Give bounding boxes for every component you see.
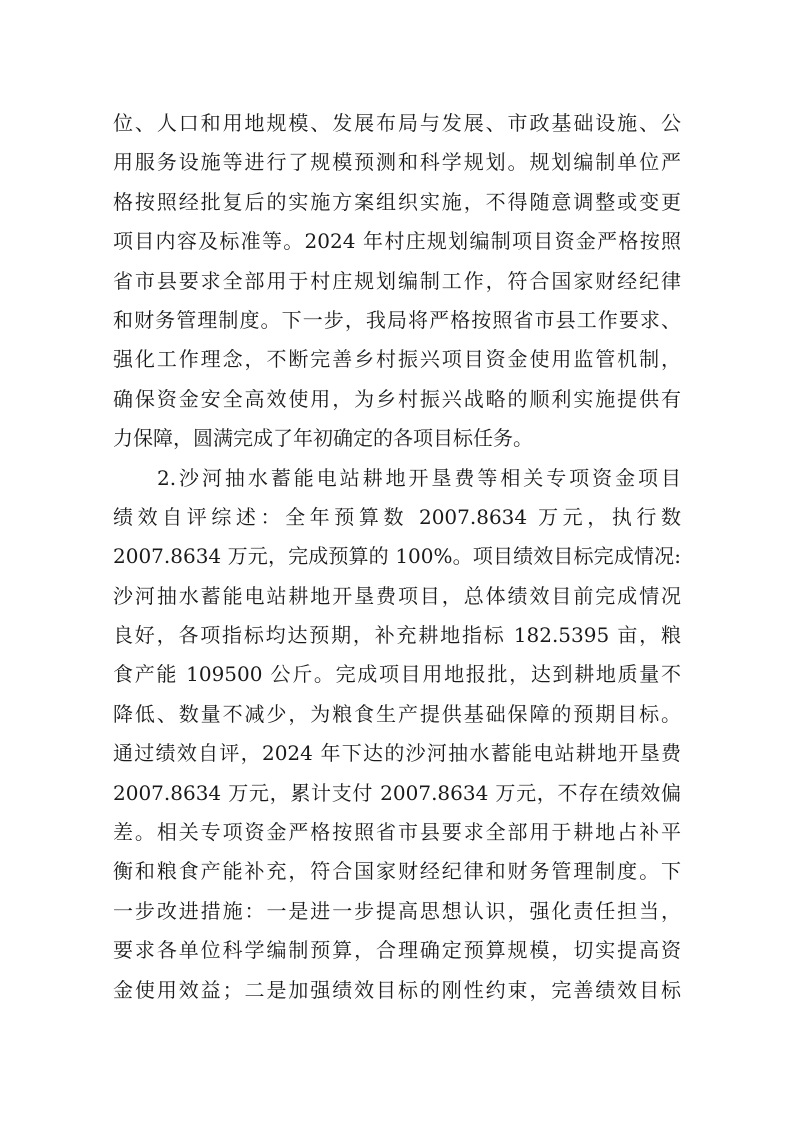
text-line: 绩效自评综述：全年预算数 2007.8634 万元，执行数 (113, 504, 681, 529)
text-line: 通过绩效自评，2024 年下达的沙河抽水蓄能电站耕地开垦费 (113, 741, 681, 766)
text-line: 格按照经批复后的实施方案组织实施，不得随意调整或变更 (113, 189, 681, 214)
text-line: 降低、数量不减少，为粮食生产提供基础保障的预期目标。 (113, 701, 681, 726)
text-line: 2007.8634 万元，完成预算的 100%。项目绩效目标完成情况: (113, 544, 681, 569)
text-line: 金使用效益；二是加强绩效目标的刚性约束，完善绩效目标 (113, 977, 681, 1002)
text-line: 2007.8634 万元，累计支付 2007.8634 万元，不存在绩效偏 (113, 780, 681, 805)
text-line: 用服务设施等进行了规模预测和科学规划。规划编制单位严 (113, 150, 681, 175)
body-text (113, 104, 681, 1010)
text-line: 沙河抽水蓄能电站耕地开垦费项目，总体绩效目前完成情况 (113, 583, 681, 608)
text-line: 位、人口和用地规模、发展布局与发展、市政基础设施、公 (113, 111, 681, 135)
section-heading-line: 2.沙河抽水蓄能电站耕地开垦费等相关专项资金项目 (157, 465, 681, 490)
text-line: 良好，各项指标均达预期，补充耕地指标 182.5395 亩，粮 (113, 623, 681, 648)
text-line: 差。相关专项资金严格按照省市县要求全部用于耕地占补平 (113, 820, 681, 845)
text-line: 项目内容及标准等。2024 年村庄规划编制项目资金严格按照 (113, 229, 681, 254)
text-line: 力保障，圆满完成了年初确定的各项目标任务。 (113, 426, 533, 451)
text-line: 和财务管理制度。下一步，我局将严格按照省市县工作要求、 (113, 307, 681, 332)
text-line: 衡和粮食产能补充，符合国家财经纪律和财务管理制度。下 (113, 859, 681, 884)
text-line: 省市县要求全部用于村庄规划编制工作，符合国家财经纪律 (113, 268, 681, 293)
text-line: 强化工作理念，不断完善乡村振兴项目资金使用监管机制， (113, 347, 681, 372)
text-line: 食产能 109500 公斤。完成项目用地报批，达到耕地质量不 (113, 662, 681, 687)
text-line: 一步改进措施：一是进一步提高思想认识，强化责任担当， (113, 898, 681, 923)
text-line: 确保资金安全高效使用，为乡村振兴战略的顺利实施提供有 (113, 386, 681, 411)
text-line: 要求各单位科学编制预算，合理确定预算规模，切实提高资 (113, 938, 681, 963)
